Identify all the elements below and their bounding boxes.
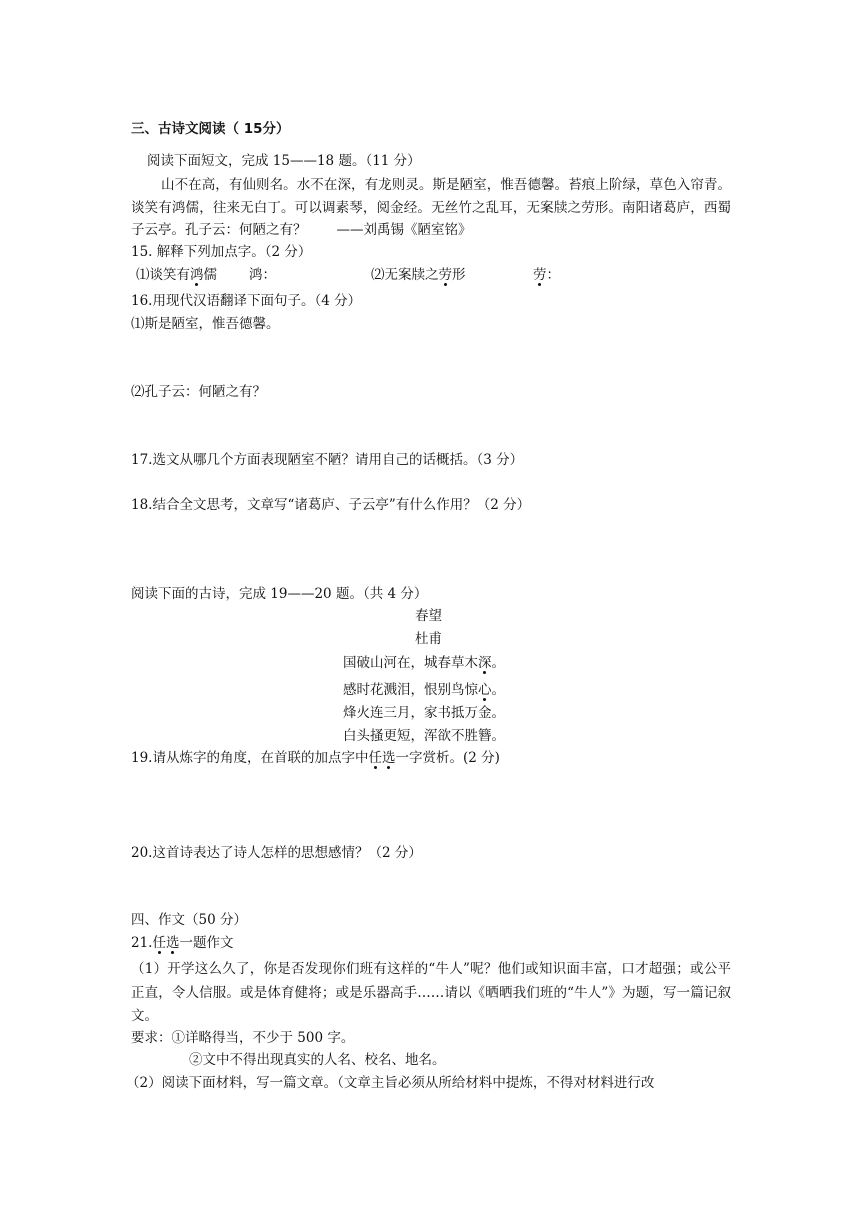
- poem-intro: 阅读下面的古诗，完成 19——20 题。（共 4 分）: [131, 586, 428, 602]
- dotted-char: 选: [165, 935, 180, 951]
- question-21-requirement-2: ②文中不得出现真实的人名、校名、地名。: [189, 1052, 446, 1068]
- dotted-char: 劳: [438, 267, 452, 283]
- text-fragment: 国破山河在，城春草木: [343, 655, 478, 671]
- question-21-option-2: （2）阅读下面材料，写一篇文章。（文章主旨必须从所给材料中提炼，不得对材料进行改: [126, 1075, 655, 1091]
- poem-line-3: 烽火连三月，家书抵万金。: [343, 705, 505, 721]
- passage-1-text: [131, 174, 731, 242]
- question-19-stem: [131, 748, 500, 768]
- question-16-sentence-2: ⑵孔子云：何陋之有？: [131, 384, 266, 400]
- text-fragment: ⑵无案牍之: [371, 267, 439, 283]
- dotted-char: 选: [381, 750, 396, 766]
- text-fragment: ：: [546, 267, 560, 283]
- passage-1-intro: 阅读下面短文，完成 15——18 题。（11 分）: [147, 153, 421, 169]
- question-21-option-1: （1）开学这么久了，你是否发现你们班有这样的“牛人”呢？他们或知识面丰富，口才超强；或公平正直，令人信服。或是体育健将；或是乐器高手……请以《晒晒我们班的“牛人”》为题，写一篇记叙文。: [131, 961, 731, 1024]
- poem-line-1: [343, 653, 505, 673]
- dotted-char: 劳: [533, 267, 547, 283]
- text-fragment: 21.: [131, 935, 153, 951]
- dotted-char: 任: [152, 935, 166, 951]
- section-3-title: 三、古诗文阅读（ 15分）: [131, 121, 290, 137]
- passage-1-source: ——刘禹锡《陋室铭》: [336, 222, 472, 238]
- poem-line-4: 白头搔更短，浑欲不胜簪。: [343, 728, 505, 744]
- question-16-stem: 16.用现代汉语翻译下面句子。（4 分）: [131, 293, 362, 309]
- dotted-char: 鸿: [190, 267, 204, 283]
- passage-1-body: 山不在高，有仙则名。水不在深，有龙则灵。斯是陋室，惟吾德馨。苔痕上阶绿，草色入帘青。谈笑有鸿儒，往来无白丁。可以调素琴，阅金经。无丝竹之乱耳，无案牍之劳形。南阳诸葛庐，西蜀子云亭。孔子云：何陋之有？: [131, 177, 731, 238]
- poem-line-2: [343, 680, 505, 700]
- text-fragment: ⑴谈笑有: [136, 267, 190, 283]
- text-fragment: 一字赏析。(2 分): [395, 750, 500, 766]
- dotted-char: 任: [368, 750, 382, 766]
- text-fragment: 形: [452, 267, 466, 283]
- question-21-requirement-1: 要求：①详略得当，不少于 500 字。: [131, 1030, 355, 1046]
- poem-author: 杜甫: [415, 631, 442, 647]
- text-fragment: 感时花溅泪，恨别鸟惊: [343, 682, 478, 698]
- question-20-stem: 20.这首诗表达了诗人怎样的思想感情？（2 分）: [131, 845, 422, 861]
- poem-title: 春望: [415, 608, 442, 624]
- text-fragment: 19.请从炼字的角度，在首联的加点字中: [131, 750, 369, 766]
- text-fragment: 儒: [203, 267, 217, 283]
- dotted-char: 心: [478, 682, 492, 698]
- question-15-blank-1-label: 鸿：: [249, 267, 276, 283]
- text-fragment: 。: [491, 655, 505, 671]
- question-15-blank-2-label: [533, 265, 560, 285]
- question-17-stem: 17.选文从哪几个方面表现陋室不陋？请用自己的话概括。（3 分）: [131, 452, 524, 468]
- question-15-item-1: [136, 265, 217, 285]
- text-fragment: 。: [491, 682, 505, 698]
- question-15-stem: 15. 解释下列加点字。（2 分）: [131, 244, 312, 260]
- question-15-item-2: [371, 265, 466, 285]
- question-21-stem: [131, 933, 233, 953]
- question-18-stem: 18.结合全文思考，文章写“诸葛庐、子云亭”有什么作用？（2 分）: [131, 497, 531, 513]
- dotted-char: 深: [478, 655, 492, 671]
- section-4-title: 四、作文（50 分）: [131, 912, 247, 928]
- text-fragment: 一题作文: [179, 935, 234, 951]
- question-16-sentence-1: ⑴斯是陋室，惟吾德馨。: [131, 316, 280, 332]
